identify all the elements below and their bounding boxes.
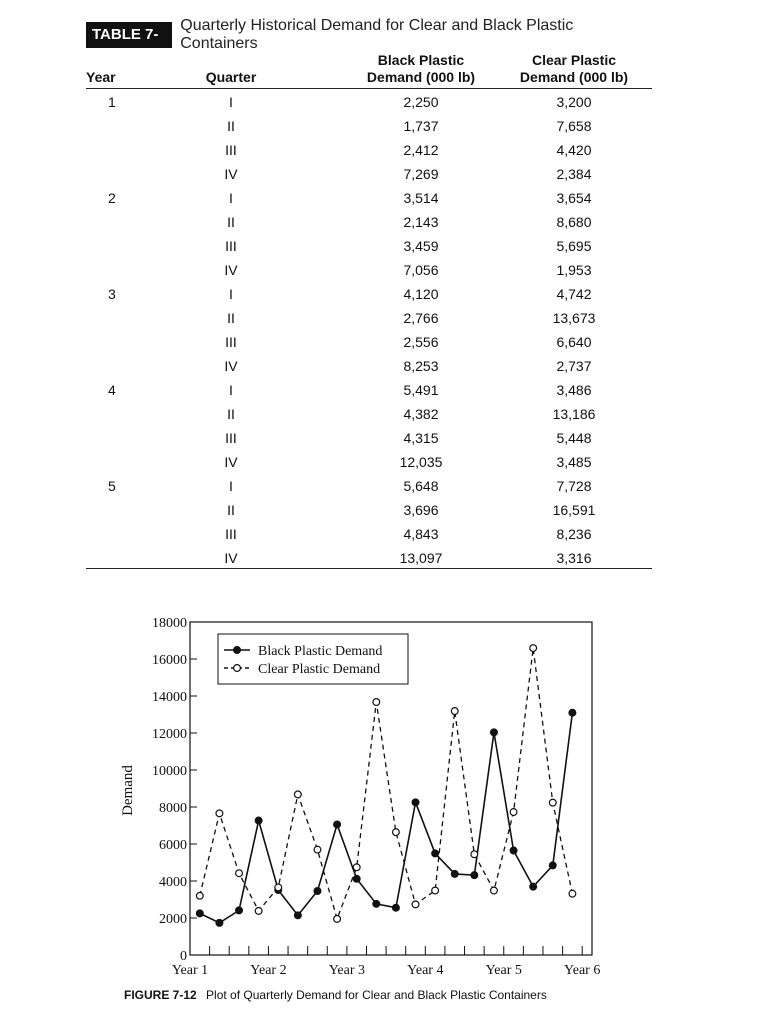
- figure-label: FIGURE 7-12: [124, 988, 197, 1002]
- y-tick-label: 16000: [152, 653, 187, 668]
- quarter-cell: I: [229, 478, 233, 494]
- year-cell: 5: [108, 478, 116, 494]
- table-row: [86, 162, 652, 186]
- clear-demand-point: [471, 851, 478, 858]
- x-tick-label: Year 1: [171, 963, 209, 978]
- quarter-cell: I: [229, 382, 233, 398]
- header-year: Year: [86, 52, 116, 89]
- clear-demand-cell: 5,448: [556, 430, 592, 446]
- x-tick-label: Year 6: [564, 963, 601, 978]
- year-cell: [86, 258, 116, 282]
- table-row: [86, 306, 652, 330]
- table-row: [86, 498, 652, 522]
- clear-demand-point: [334, 915, 341, 922]
- legend-marker: [234, 665, 241, 672]
- clear-series-layer: [196, 645, 575, 923]
- clear-demand-point: [353, 864, 360, 871]
- table-row: [86, 450, 652, 474]
- black-demand-cell: 8,253: [403, 358, 439, 374]
- black-demand-point: [530, 883, 537, 890]
- clear-demand-cell: 8,680: [556, 214, 592, 230]
- clear-demand-cell: 13,673: [552, 310, 596, 326]
- y-axis-label: Demand: [120, 765, 136, 816]
- black-demand-point: [334, 821, 341, 828]
- header-black-line2: Demand (000 lb): [366, 69, 476, 85]
- black-demand-cell: 3,459: [403, 238, 439, 254]
- black-demand-point: [236, 907, 243, 914]
- legend-layer: [218, 634, 408, 684]
- table-bottom-rule: [86, 568, 652, 569]
- table-row: [86, 186, 652, 210]
- clear-demand-cell: 3,654: [556, 190, 592, 206]
- table-row: [86, 378, 652, 402]
- clear-demand-cell: 4,420: [556, 142, 592, 158]
- black-demand-point: [451, 871, 458, 878]
- demand-line-chart: [0, 600, 767, 985]
- table-row: [86, 522, 652, 546]
- quarter-cell: I: [229, 286, 233, 302]
- demand-table-wrap: [86, 52, 652, 570]
- clear-demand-point: [432, 887, 439, 894]
- year-cell: [86, 162, 116, 186]
- clear-demand-cell: 2,737: [556, 358, 592, 374]
- figure-caption-text: Plot of Quarterly Demand for Clear and Black Plastic Containers: [206, 988, 547, 1002]
- clear-demand-cell: 3,200: [556, 94, 592, 110]
- header-clear-line1: Clear Plastic: [531, 52, 617, 68]
- black-demand-cell: 2,412: [403, 142, 439, 158]
- year-cell: 4: [108, 382, 116, 398]
- year-cell: 1: [108, 94, 116, 110]
- black-demand-point: [314, 888, 321, 895]
- table-row: [86, 474, 652, 498]
- year-cell: [86, 138, 116, 162]
- clear-demand-point: [275, 884, 282, 891]
- black-demand-point: [491, 729, 498, 736]
- quarter-cell: III: [225, 238, 237, 254]
- black-demand-cell: 4,382: [403, 406, 439, 422]
- table-header-row: [86, 52, 652, 89]
- black-demand-point: [510, 847, 517, 854]
- black-demand-cell: 3,696: [403, 502, 439, 518]
- black-demand-cell: 7,056: [403, 262, 439, 278]
- black-demand-cell: 4,843: [403, 526, 439, 542]
- clear-demand-line: [200, 648, 573, 919]
- clear-demand-cell: 4,742: [556, 286, 592, 302]
- black-demand-point: [255, 817, 262, 824]
- legend-label: Black Plastic Demand: [258, 644, 383, 659]
- year-cell: 3: [108, 286, 116, 302]
- y-tick-label: 18000: [152, 616, 187, 631]
- black-demand-cell: 5,648: [403, 478, 439, 494]
- table-row: [86, 354, 652, 378]
- black-demand-cell: 2,250: [403, 94, 439, 110]
- figure-caption: [124, 988, 547, 1002]
- y-tick-label: 14000: [152, 690, 187, 705]
- table-row: [86, 138, 652, 162]
- year-cell: [86, 402, 116, 426]
- clear-demand-point: [373, 699, 380, 706]
- clear-demand-point: [216, 810, 223, 817]
- black-demand-point: [196, 910, 203, 917]
- clear-demand-cell: 3,316: [556, 550, 592, 566]
- header-black: [346, 52, 496, 89]
- year-cell: [86, 114, 116, 138]
- clear-demand-point: [510, 809, 517, 816]
- quarter-cell: II: [227, 406, 235, 422]
- table-row: [86, 330, 652, 354]
- clear-demand-cell: 2,384: [556, 166, 592, 182]
- black-demand-point: [412, 799, 419, 806]
- year-cell: [86, 354, 116, 378]
- clear-demand-cell: 7,658: [556, 118, 592, 134]
- clear-demand-point: [236, 870, 243, 877]
- clear-demand-point: [530, 645, 537, 652]
- x-tick-label: Year 3: [328, 963, 366, 978]
- black-demand-cell: 7,269: [403, 166, 439, 182]
- year-cell: [86, 306, 116, 330]
- quarter-cell: IV: [224, 454, 238, 470]
- table-row: [86, 89, 652, 115]
- black-demand-cell: 2,143: [403, 214, 439, 230]
- table-row: [86, 210, 652, 234]
- clear-demand-point: [491, 887, 498, 894]
- quarter-cell: II: [227, 502, 235, 518]
- legend-marker: [234, 647, 241, 654]
- year-cell: [86, 450, 116, 474]
- clear-demand-cell: 6,640: [556, 334, 592, 350]
- black-demand-cell: 2,766: [403, 310, 439, 326]
- table-tag: TABLE 7-4: [86, 22, 172, 48]
- table-row: [86, 282, 652, 306]
- black-series-layer: [196, 709, 575, 926]
- quarter-cell: III: [225, 142, 237, 158]
- clear-demand-point: [294, 791, 301, 798]
- quarter-cell: III: [225, 526, 237, 542]
- clear-demand-cell: 16,591: [552, 502, 596, 518]
- header-quarter: Quarter: [116, 52, 346, 89]
- y-tick-label: 2000: [159, 912, 187, 927]
- clear-demand-cell: 8,236: [556, 526, 592, 542]
- black-demand-line: [200, 713, 573, 923]
- clear-demand-point: [412, 901, 419, 908]
- black-demand-cell: 5,491: [403, 382, 439, 398]
- black-demand-point: [432, 850, 439, 857]
- quarter-cell: IV: [224, 550, 238, 566]
- black-demand-point: [471, 872, 478, 879]
- table-body: [86, 89, 652, 571]
- quarter-cell: III: [225, 430, 237, 446]
- black-demand-cell: 2,556: [403, 334, 439, 350]
- quarter-cell: I: [229, 190, 233, 206]
- clear-demand-point: [451, 708, 458, 715]
- quarter-cell: IV: [224, 358, 238, 374]
- black-demand-point: [393, 904, 400, 911]
- clear-demand-cell: 7,728: [556, 478, 592, 494]
- table-row: [86, 546, 652, 570]
- year-cell: [86, 546, 116, 570]
- quarter-cell: II: [227, 214, 235, 230]
- y-tick-label: 6000: [159, 838, 187, 853]
- black-demand-point: [569, 709, 576, 716]
- year-cell: 2: [108, 190, 116, 206]
- y-tick-label: 4000: [159, 875, 187, 890]
- header-black-line1: Black Plastic: [377, 52, 465, 68]
- year-cell: [86, 522, 116, 546]
- table-row: [86, 258, 652, 282]
- x-tick-label: Year 4: [407, 963, 444, 978]
- clear-demand-point: [314, 846, 321, 853]
- black-demand-point: [294, 912, 301, 919]
- x-tick-label: Year 5: [485, 963, 522, 978]
- quarter-cell: IV: [224, 262, 238, 278]
- year-cell: [86, 330, 116, 354]
- black-demand-cell: 13,097: [399, 550, 443, 566]
- quarter-cell: I: [229, 94, 233, 110]
- black-demand-cell: 4,120: [403, 286, 439, 302]
- clear-demand-cell: 5,695: [556, 238, 592, 254]
- black-demand-cell: 4,315: [403, 430, 439, 446]
- y-tick-label: 12000: [152, 727, 187, 742]
- clear-demand-point: [569, 890, 576, 897]
- table-row: [86, 402, 652, 426]
- legend-label: Clear Plastic Demand: [258, 662, 381, 677]
- black-demand-point: [353, 875, 360, 882]
- table-row: [86, 426, 652, 450]
- year-cell: [86, 234, 116, 258]
- header-clear-line2: Demand (000 lb): [519, 69, 629, 85]
- black-demand-cell: 12,035: [399, 454, 443, 470]
- black-demand-point: [373, 900, 380, 907]
- year-cell: [86, 498, 116, 522]
- quarter-cell: II: [227, 310, 235, 326]
- demand-table: [86, 52, 652, 570]
- black-demand-point: [549, 862, 556, 869]
- y-tick-label: 8000: [159, 801, 187, 816]
- clear-demand-point: [393, 829, 400, 836]
- year-cell: [86, 426, 116, 450]
- black-demand-cell: 3,514: [403, 190, 439, 206]
- clear-demand-point: [255, 907, 262, 914]
- table-row: [86, 114, 652, 138]
- quarter-cell: IV: [224, 166, 238, 182]
- header-clear: [496, 52, 652, 89]
- quarter-cell: III: [225, 334, 237, 350]
- table-caption: Quarterly Historical Demand for Clear and Black Plastic Containers: [180, 17, 574, 52]
- quarter-cell: II: [227, 118, 235, 134]
- clear-demand-point: [549, 799, 556, 806]
- table-row: [86, 234, 652, 258]
- black-demand-cell: 1,737: [403, 118, 439, 134]
- clear-demand-cell: 1,953: [556, 262, 592, 278]
- clear-demand-cell: 3,485: [556, 454, 592, 470]
- y-tick-label: 10000: [152, 764, 187, 779]
- clear-demand-cell: 13,186: [552, 406, 596, 422]
- black-demand-point: [216, 919, 223, 926]
- clear-demand-point: [196, 892, 203, 899]
- x-tick-label: Year 2: [250, 963, 287, 978]
- clear-demand-cell: 3,486: [556, 382, 592, 398]
- year-cell: [86, 210, 116, 234]
- y-tick-label: 0: [180, 949, 187, 964]
